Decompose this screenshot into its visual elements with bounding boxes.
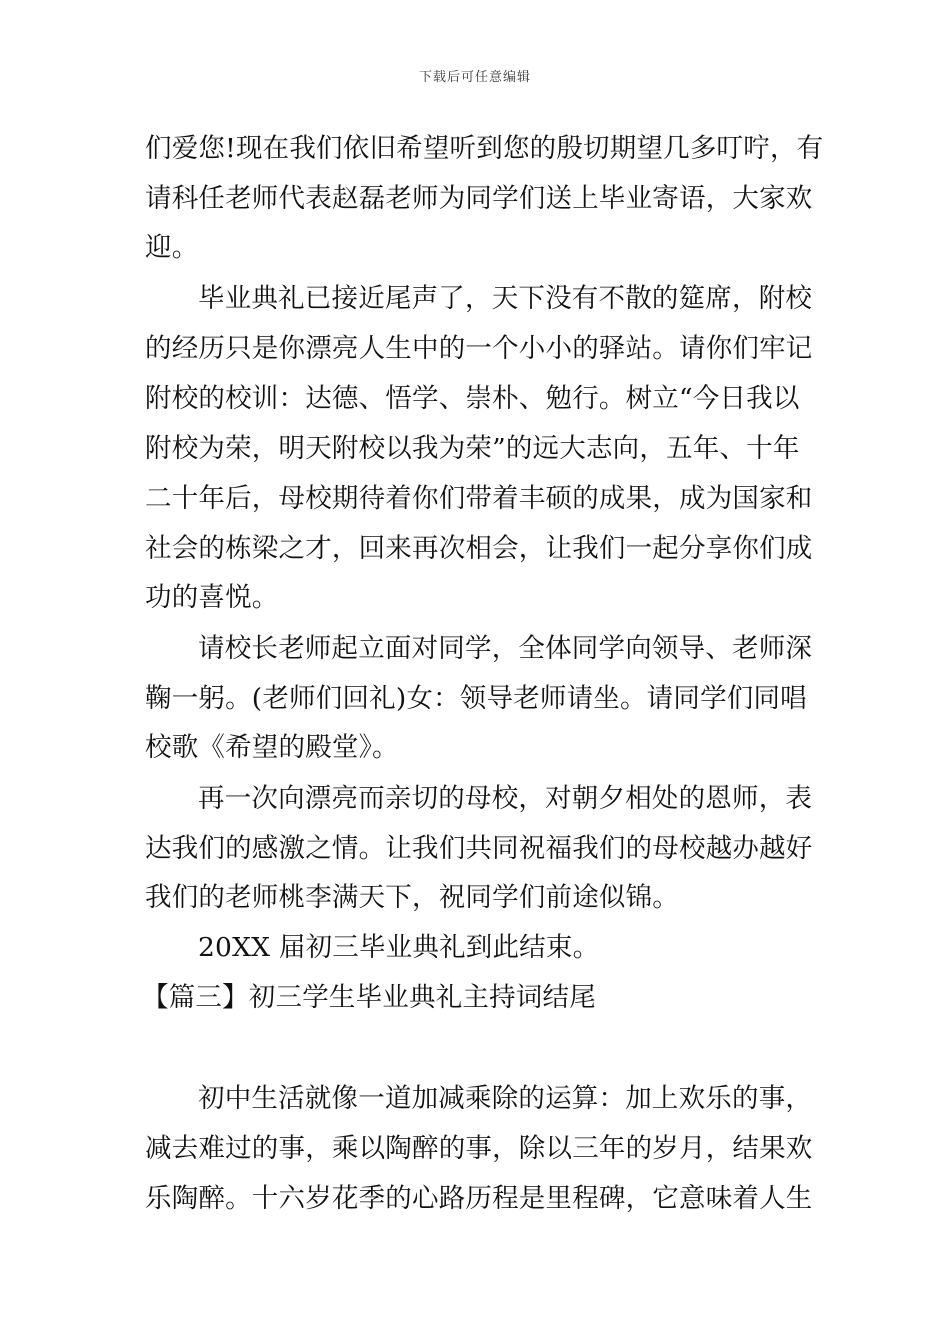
page-header: 下载后可任意编辑 (418, 70, 531, 85)
paragraph-line: 我们的老师桃李满天下，祝同学们前途似锦。 (145, 882, 679, 913)
paragraph-line: 达我们的感激之情。让我们共同祝福我们的母校越办越好 (145, 833, 813, 864)
paragraph-line: 毕业典礼已接近尾声了，天下没有不散的筵席，附校 (198, 283, 813, 314)
paragraph-line: 校歌《希望的殿堂》。 (145, 732, 399, 763)
paragraph-line: 社会的栋梁之才，回来再次相会，让我们一起分享你们成 (145, 533, 813, 564)
paragraph-line: 鞠一躬。(老师们回礼)女：领导老师请坐。请同学们同唱 (145, 683, 807, 714)
paragraph-line: 的经历只是你漂亮人生中的一个小小的驿站。请你们牢记 (145, 333, 813, 364)
paragraph-line: 请校长老师起立面对同学，全体同学向领导、老师深 (198, 633, 813, 664)
paragraph-line: 再一次向漂亮而亲切的母校，对朝夕相处的恩师，表 (198, 783, 813, 814)
paragraph-line: 减去难过的事，乘以陶醉的事，除以三年的岁月，结果欢 (145, 1133, 813, 1164)
paragraph-line: 们爱您!现在我们依旧希望听到您的殷切期望几多叮咛，有 (145, 133, 824, 164)
paragraph-line: 迎。 (145, 232, 199, 263)
paragraph-line: 附校为荣，明天附校以我为荣”的远大志向，五年、十年 (145, 433, 800, 464)
section-heading: 【篇三】初三学生毕业典礼主持词结尾 (142, 982, 596, 1013)
paragraph-line: 初中生活就像一道加减乘除的运算：加上欢乐的事， (198, 1083, 813, 1114)
paragraph-line: 二十年后，母校期待着你们带着丰硕的成果，成为国家和 (145, 483, 813, 514)
paragraph-line: 乐陶醉。十六岁花季的心路历程是里程碑，它意味着人生 (145, 1183, 813, 1214)
paragraph-line: 20XX 届初三毕业典礼到此结束。 (198, 932, 600, 963)
paragraph-line: 附校的校训：达德、悟学、崇朴、勉行。树立“今日我以 (145, 383, 800, 414)
paragraph-line: 请科任老师代表赵磊老师为同学们送上毕业寄语，大家欢 (145, 183, 813, 214)
paragraph-line: 功的喜悦。 (145, 582, 279, 613)
